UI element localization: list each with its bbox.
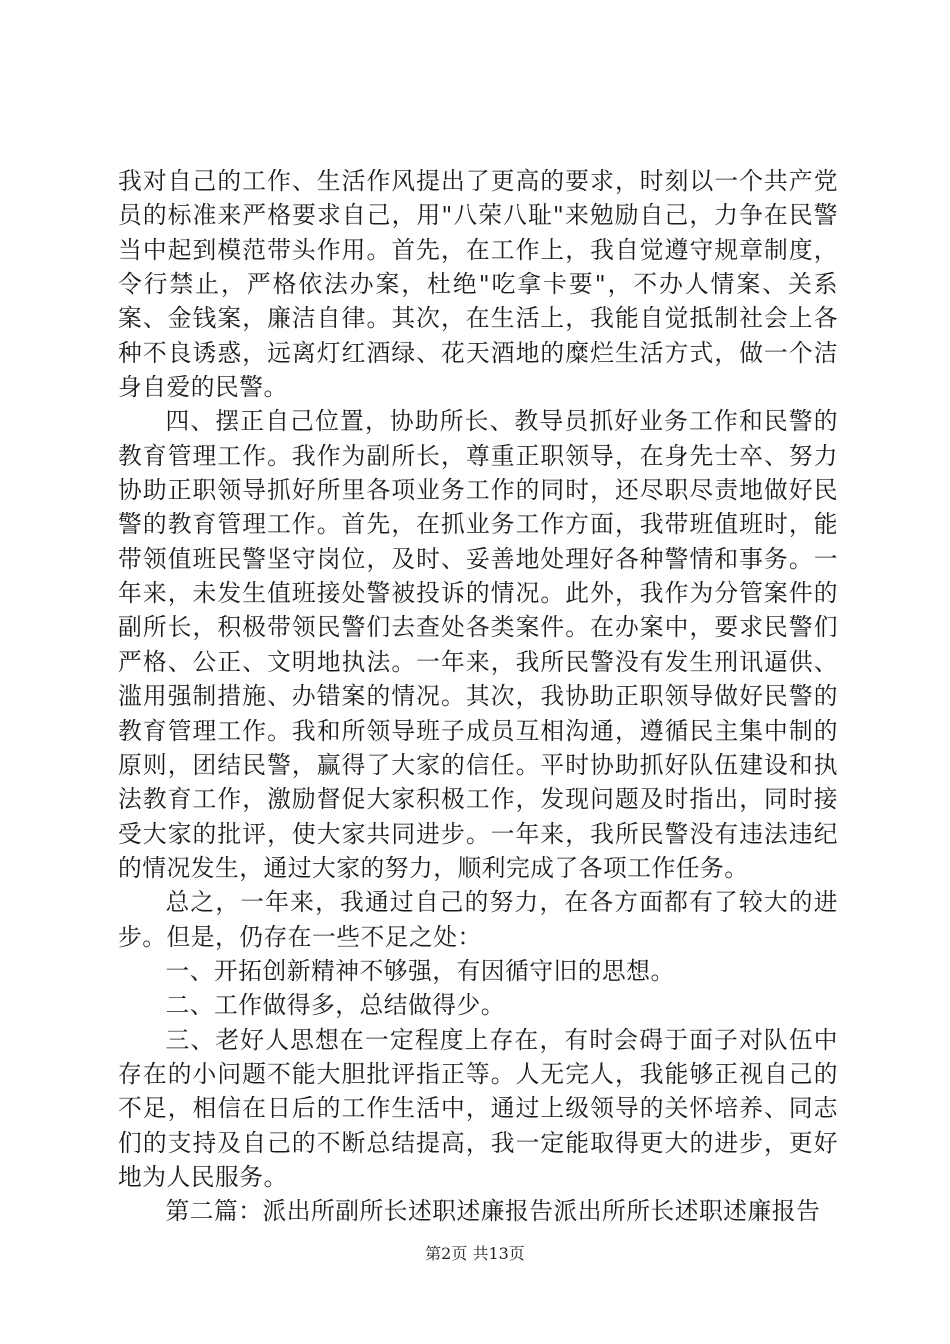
paragraph-4: 一、开拓创新精神不够强，有因循守旧的思想。 — [165, 956, 675, 985]
paragraph-2: 四、摆正自己位置，协助所长、教导员抓好业务工作和民警的教育管理工作。我作为副所长，尊重正职领导，在身先士卒、努力协助正职领导抓好所里各项业务工作的同时，还尽职尽责地做好民警的教育管理工作。首先，在抓业务工作方面，我带班值班时，能带领值班民警坚守岗位，及时、妥善地处理好各种警情和事务。一年来，未发生值班接处警被投诉的情况。此外，我作为分管案件的副所长，积极带领民警们去查处各类案件。在办案中，要求民警们严格、公正、文明地执法。一年来，我所民警没有发生刑讯逼供、滥用强制措施、办错案的情况。其次，我协助正职领导做好民警的教育管理工作。我和所领导班子成员互相沟通，遵循民主集中制的原则，团结民警，赢得了大家的信任。平时协助抓好队伍建设和执法教育工作，激励督促大家积极工作，发现问题及时指出，同时接受大家的批评，使大家共同进步。一年来，我所民警没有违法违纪的情况发生，通过大家的努力，顺利完成了各项工作任务。 — [118, 407, 838, 882]
section-heading-part-2: 第二篇：派出所副所长述职述廉报告派出所所长述职述廉报告 — [165, 1197, 821, 1226]
page-footer — [0, 1243, 950, 1265]
document-body — [118, 164, 838, 1229]
paragraph-6: 三、老好人思想在一定程度上存在，有时会碍于面子对队伍中存在的小问题不能大胆批评指正等。人无完人，我能够正视自己的不足，相信在日后的工作生活中，通过上级领导的关怀培养、同志们的支持及自己的不断总结提高，我一定能取得更大的进步，更好地为人民服务。 — [118, 1025, 838, 1191]
paragraph-3: 总之，一年来，我通过自己的努力，在各方面都有了较大的进步。但是，仍存在一些不足之处： — [118, 888, 838, 951]
paragraph-5: 二、工作做得多，总结做得少。 — [165, 991, 506, 1020]
paragraph-1: 我对自己的工作、生活作风提出了更高的要求，时刻以一个共产党员的标准来严格要求自己，用"八荣八耻"来勉励自己，力争在民警当中起到模范带头作用。首先，在工作上，我自觉遵守规章制度，令行禁止，严格依法办案，杜绝"吃拿卡要"，不办人情案、关系案、金钱案，廉洁自律。其次，在生活上，我能自觉抵制社会上各种不良诱惑，远离灯红酒绿、花天酒地的糜烂生活方式，做一个洁身自爱的民警。 — [118, 167, 838, 402]
page-number: 第2页 共13页 — [425, 1244, 525, 1263]
